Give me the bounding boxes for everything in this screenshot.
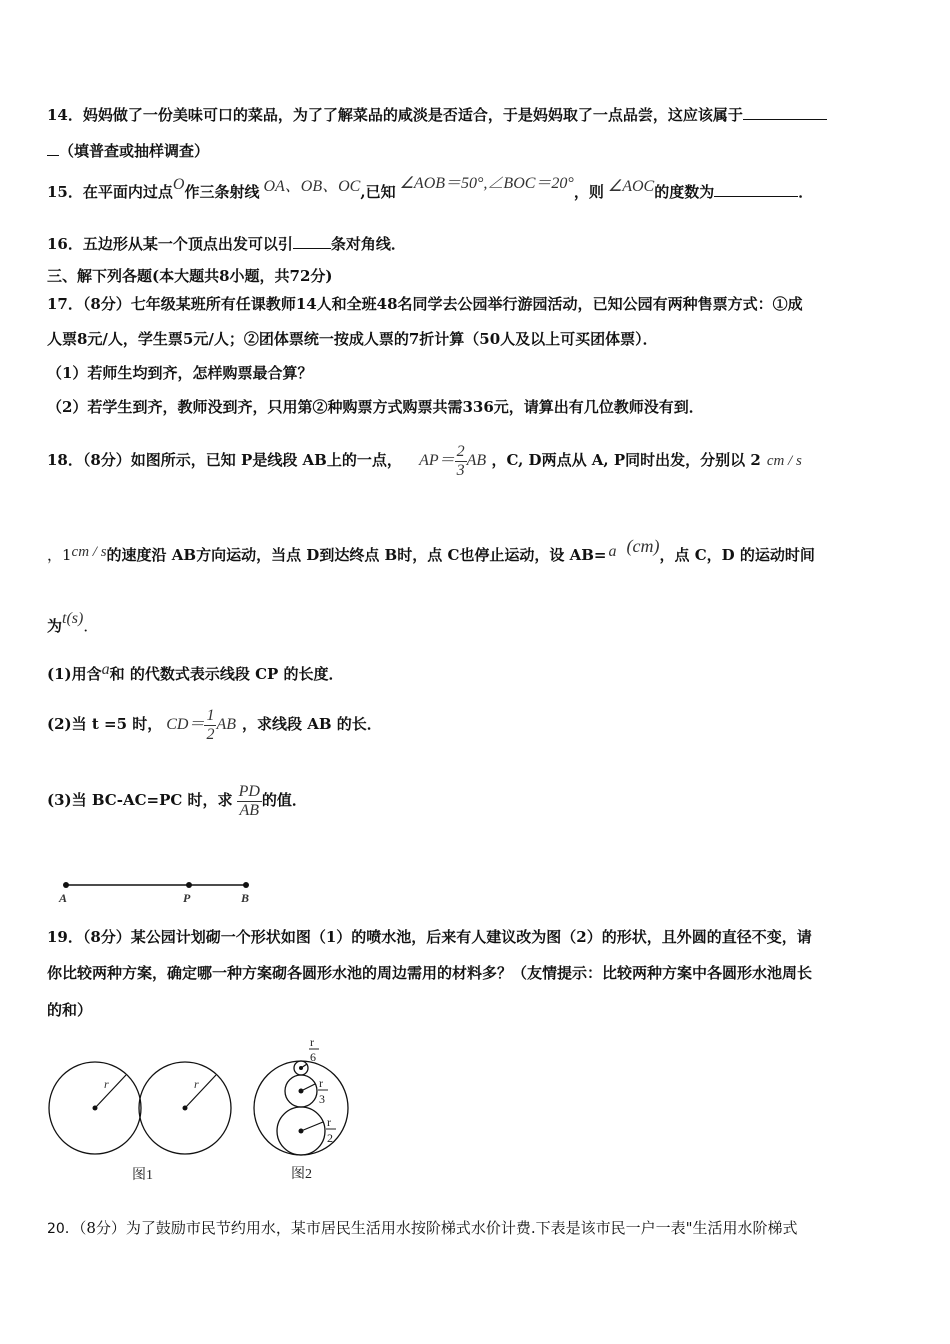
label-p: P [183, 891, 191, 905]
q18-line1: 18．（8分）如图所示，已知 P是线段 AB上的一点， AP＝ $\frac{2}{3}$ AB ，C, D两点从 A, P同时出发，分别以 2 cm / s [47, 442, 802, 479]
center-sixth [299, 1066, 303, 1070]
answer-blank [47, 140, 59, 156]
q14-line1: 14．妈妈做了一份美味可口的菜品，为了了解菜品的咸淡是否适合，于是妈妈取了一点品尝，这应该属于 [47, 104, 827, 125]
radius-half [301, 1122, 323, 1131]
label-r-left: r [104, 1077, 109, 1091]
q17-line2: 人票8元/人，学生票5元/人；②团体票统一按成人票的7折计算（50人及以上可买团体票）． [47, 330, 658, 348]
label-r-sixth: r [310, 1035, 314, 1049]
q19-line2: 你比较两种方案，确定哪一种方案砌各圆形水池的周边需用的材料多？（友情提示：比较两种方案中各圆形水池周长 [47, 964, 813, 982]
q14-line2: （填普查或抽样调查） [47, 140, 209, 161]
radius-right [185, 1075, 216, 1108]
radius-left [95, 1075, 126, 1108]
point-a [63, 882, 69, 888]
point-b [243, 882, 249, 888]
q19-line3: 的和） [47, 1001, 93, 1019]
q18-line2: ，1cm / s的速度沿 AB方向运动，当点 D到达终点 B时，点 C也停止运动，设 AB= a (cm)，点 C，D 的运动时间 [47, 536, 815, 564]
label-r-third: r [319, 1076, 323, 1090]
label-three: 3 [319, 1092, 325, 1106]
segment-figure [50, 876, 270, 906]
q19-line1: 19．（8分）某公园计划砌一个形状如图（1）的喷水池，后来有人建议改为图（2）的形状，且外圆的直径不变，请 [47, 928, 812, 946]
answer-blank [714, 181, 798, 197]
center-right [183, 1106, 188, 1111]
figure-1 [40, 1055, 240, 1185]
q18-part3: (3)当 BC-AC=PC 时，求 $\frac{PD}{AB}$ 的值． [47, 782, 307, 819]
label-b: B [241, 891, 250, 905]
label-r-half: r [327, 1115, 331, 1129]
q18-line3: 为t(s)． [47, 610, 99, 635]
q15: 15．在平面内过点O作三条射线 OA、OB、OC,已知 ∠AOB＝50°,∠BOC＝20°，则 ∠AOC的度数为 ． [47, 175, 814, 201]
answer-blank [293, 233, 331, 249]
label-r-right: r [194, 1077, 199, 1091]
section-heading: 三、解下列各题(本大题共8小题，共72分) [47, 267, 333, 285]
q17-sub1: （1）若师生均到齐，怎样购票最合算？ [47, 364, 313, 382]
figure-2 [250, 1035, 360, 1185]
center-left [93, 1106, 98, 1111]
q17-sub2: （2）若学生到齐，教师没到齐，只用第②种购票方式购票共需336元，请算出有几位教师没有到． [47, 398, 704, 416]
point-p [186, 882, 192, 888]
fraction-1-2: $\frac{1}{2}$ [206, 706, 215, 743]
figure-1-caption: 图1 [132, 1168, 153, 1183]
answer-blank [743, 104, 827, 120]
label-six: 6 [310, 1050, 316, 1064]
q16: 16．五边形从某一个顶点出发可以引 条对角线． [47, 235, 406, 253]
q17-line1: 17．（8分）七年级某班所有任课教师14人和全班48名同学去公园举行游园活动，已知公园有两种售票方式：①成 [47, 295, 803, 313]
q18-part1: (1)用含a和 的代数式表示线段 CP 的长度． [47, 661, 344, 683]
figure-2-caption: 图2 [291, 1167, 312, 1182]
center-half [299, 1129, 304, 1134]
q18-part2: (2)当 t =5 时， CD＝ $\frac{1}{2}$ AB ，求线段 AB 的长． [47, 706, 382, 743]
label-a: A [59, 891, 68, 905]
fraction-2-3: $\frac{2}{3}$ [456, 442, 465, 479]
center-third [299, 1089, 304, 1094]
fraction-pd-ab: $\frac{PD}{AB}$ [238, 782, 260, 819]
label-two: 2 [327, 1131, 333, 1145]
q20-line1: 20．（8分）为了鼓励市民节约用水，某市居民生活用水按阶梯式水价计费.下表是该市民一户一表"生活用水阶梯式 [47, 1219, 798, 1237]
